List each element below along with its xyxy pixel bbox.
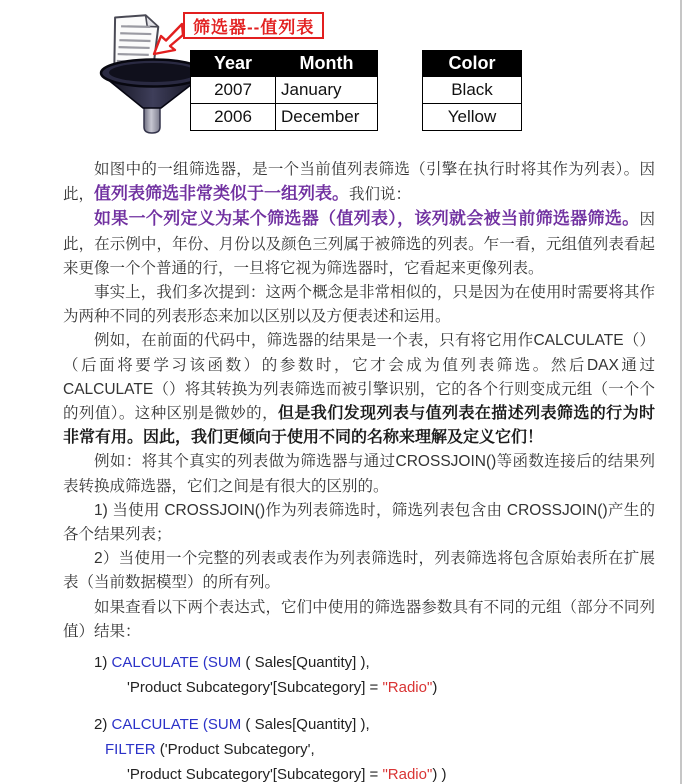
color-table <box>422 50 522 131</box>
emphasis-purple-text: 如果一个列定义为某个筛选器（值列表），该列就会被当前筛选器筛选。 <box>94 209 640 229</box>
paragraph-crossjoin: 例如：将其个真实的列表做为筛选器与通过CROSSJOIN()等函数连接后的结果列表转换成筛选器，它们之间是有很大的区别的。 <box>63 453 655 495</box>
list-item-2: 2）当使用一个完整的列表或表作为列表筛选时，列表筛选将包含原始表所在扩展表（当前数据模型）的所有列。 <box>63 550 655 592</box>
table-row <box>191 104 378 131</box>
month-cell: January <box>276 77 378 104</box>
code-line <box>127 675 655 700</box>
paragraph-calculate <box>63 329 655 450</box>
code-line <box>94 650 655 675</box>
code-text: ('Product Subcategory', <box>155 741 315 759</box>
callout-label-text: 筛选器--值列表 <box>193 18 315 37</box>
paragraph-rule <box>63 207 655 281</box>
body-text <box>63 158 655 784</box>
color-cell: Yellow <box>423 104 522 131</box>
year-cell: 2006 <box>191 104 276 131</box>
month-cell: December <box>276 104 378 131</box>
emphasis-bold-text: 但是我们发现列表与值列表在描述列表筛选的行为时非常有用。因此，我们更倾向于使用不同的名称来理解及定义它们！ <box>63 405 655 447</box>
color-cell: Black <box>423 77 522 104</box>
code-text: ) <box>432 679 438 697</box>
paragraph-expressions: 如果查看以下两个表达式，它们中使用的筛选器参数具有不同的元组（部分不同列值）结果： <box>63 598 655 640</box>
code-text: 2) <box>94 716 112 734</box>
table-row <box>423 77 522 104</box>
paragraph-text: 因此，在示例中，年份、月份以及颜色三列属于被筛选的列表。乍一看，元组值列表看起来更像一个个普通的行，一旦将它视为筛选器时，它看起来更像列表。 <box>63 211 655 277</box>
paragraph-text: 例如，在前面的代码中，筛选器的结果是一个表，只有将它用作CALCULATE（）（后面将要学习该函数）的参数时，它才会成为值列表筛选。然后DAX通过CALCULATE（）将其转换为列表筛选而被引擎识别，它的各个行则变成元组（一个个的列值）。这种区别是微妙的， <box>63 332 655 423</box>
code-line <box>127 762 655 784</box>
code-keyword: FILTER <box>105 741 156 759</box>
callout-label <box>183 12 324 39</box>
list-item-1: 1) 当使用 CROSSJOIN()作为列表筛选时，筛选列表包含由 CROSSJOIN()产生的各个结果列表； <box>63 501 655 544</box>
code-text: ( Sales[Quantity] ), <box>241 716 370 734</box>
code-string: "Radio" <box>382 766 433 784</box>
paragraph-fact: 事实上，我们多次提到：这两个概念是非常相似的，只是因为在使用时需要将其作为两种不同的列表形态来加以区别以及方便表述和运用。 <box>63 284 655 326</box>
dax-code-block <box>63 650 655 784</box>
code-text: 1) <box>94 654 112 672</box>
month-header: Month <box>276 51 378 77</box>
paragraph-intro <box>63 158 655 207</box>
code-text: 'Product Subcategory'[Subcategory] = <box>127 766 383 784</box>
paragraph-text: 我们说： <box>349 186 412 204</box>
code-string: "Radio" <box>382 679 433 697</box>
table-row <box>423 104 522 131</box>
table-header-row <box>191 51 378 77</box>
year-cell: 2007 <box>191 77 276 104</box>
code-line <box>105 737 655 762</box>
table-row <box>191 77 378 104</box>
code-keyword: CALCULATE (SUM <box>111 654 242 672</box>
paragraph-text: 如图中的一组筛选器，是一个当前值列表筛选（引擎在执行时将其作为列表）。因此， <box>63 161 655 204</box>
color-header: Color <box>423 51 522 77</box>
code-keyword: CALCULATE (SUM <box>111 716 242 734</box>
code-line <box>94 712 655 737</box>
emphasis-purple-text: 值列表筛选非常类似于一组列表。 <box>94 184 350 204</box>
code-text: 'Product Subcategory'[Subcategory] = <box>127 679 383 697</box>
year-month-table <box>190 50 378 131</box>
code-text: ( Sales[Quantity] ), <box>241 654 370 672</box>
code-text: ) ) <box>432 766 447 784</box>
table-header-row <box>423 51 522 77</box>
page-right-border <box>680 0 682 784</box>
year-header: Year <box>191 51 276 77</box>
